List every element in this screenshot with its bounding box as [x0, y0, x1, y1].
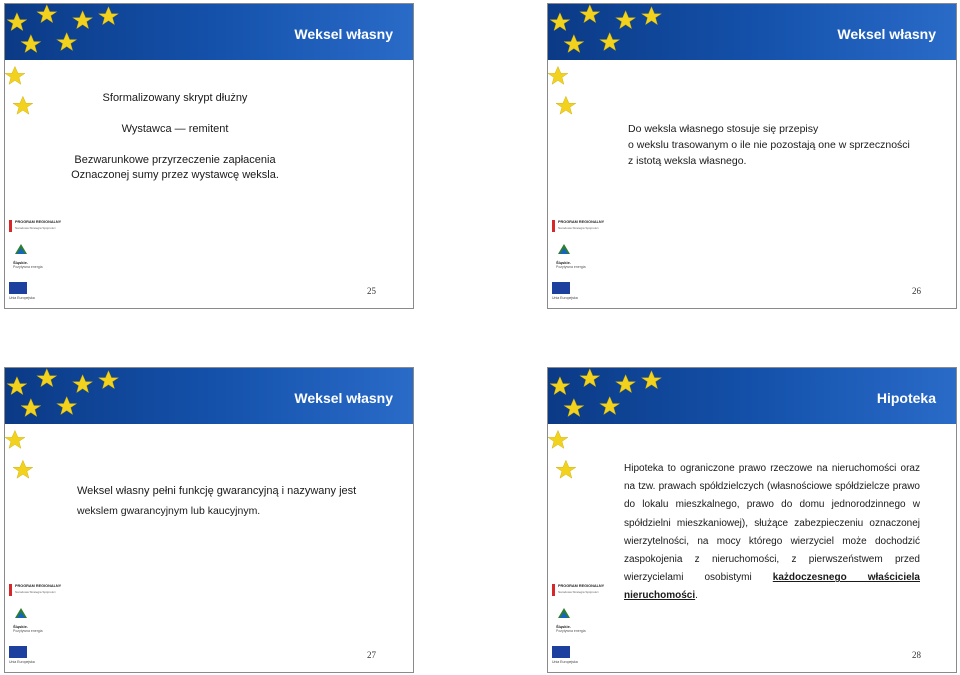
- slide-title: Weksel własny: [294, 390, 393, 406]
- slide-line: Sformalizowany skrypt dłużny: [102, 92, 248, 104]
- slaskie-logo: Śląskie. Pozytywna energia: [556, 242, 572, 263]
- page-number: 26: [912, 286, 921, 296]
- sponsor-logos: PROGRAM REGIONALNY Narodowa Strategia Spójności Śląskie. Pozytywna energia Unia Europejska: [9, 220, 62, 300]
- definition-text: Hipoteka to ograniczone prawo rzeczowe na nieruchomości oraz na tzw. prawach spółdzielczych (własnościowe spółdzielcze prawo do lokalu mieszkalnego, prawo do domu jednorodzinnego w spółdzielni mieszkaniowej), służące zabezpieczeniu oznaczonej wierzytelności, na mocy którego wierzyciel może dochodzić zaspokojenia z nieruchomości, z pierwszeństwem przed wierzycielami osobistymi: [624, 463, 920, 584]
- slide-26: [547, 3, 957, 309]
- definition-emphasis: każdoczesnego właściciela nieruchomości: [624, 572, 920, 602]
- slaskie-emblem-icon: [13, 606, 29, 622]
- slide-line: Bezwarunkowe przyrzeczenie zapłacenia: [74, 154, 276, 166]
- eu-flag-icon: [9, 646, 27, 658]
- slide-line: wekslem gwarancyjnym lub kaucyjnym.: [77, 505, 261, 517]
- slide-line: z istotą weksla własnego.: [628, 155, 747, 167]
- slide-25: [4, 3, 414, 309]
- hipoteka-definition: [624, 460, 920, 606]
- slide-line: o wekslu trasowanym o ile nie pozostają one w sprzeczności: [628, 139, 910, 151]
- eu-flag-icon: [552, 282, 570, 294]
- slide-27: [4, 367, 414, 673]
- slaskie-emblem-icon: [556, 606, 572, 622]
- slaskie-logo: Śląskie. Pozytywna energia: [556, 606, 572, 627]
- slide-line: Do weksla własnego stosuje się przepisy: [628, 123, 819, 135]
- slaskie-logo: Śląskie. Pozytywna energia: [13, 242, 29, 263]
- eu-flag-icon: [552, 646, 570, 658]
- slide-header: [5, 368, 413, 424]
- slide-title: Weksel własny: [837, 26, 936, 42]
- slide-header: [548, 4, 956, 60]
- slide-header: [548, 368, 956, 424]
- page-number: 28: [912, 650, 921, 660]
- slaskie-emblem-icon: [556, 242, 572, 258]
- sponsor-logos: PROGRAM REGIONALNY Narodowa Strategia Spójności Śląskie. Pozytywna energia Unia Europejska: [9, 584, 62, 664]
- slide-28: [547, 367, 957, 673]
- slide-line: Weksel własny pełni funkcję gwarancyjną i nazywany jest: [77, 485, 357, 497]
- page-number: 27: [367, 650, 376, 660]
- slaskie-logo: Śląskie. Pozytywna energia: [13, 606, 29, 627]
- slide-title: Weksel własny: [294, 26, 393, 42]
- slide-header: [5, 4, 413, 60]
- sponsor-logos: PROGRAM REGIONALNY Narodowa Strategia Spójności Śląskie. Pozytywna energia Unia Europejska: [552, 220, 605, 300]
- definition-end: .: [695, 590, 698, 602]
- page-number: 25: [367, 286, 376, 296]
- sponsor-logos: PROGRAM REGIONALNY Narodowa Strategia Spójności Śląskie. Pozytywna energia Unia Europejska: [552, 584, 605, 664]
- slide-title: Hipoteka: [876, 390, 936, 406]
- slide-line: Oznaczonej sumy przez wystawcę weksla.: [71, 169, 279, 181]
- slaskie-emblem-icon: [13, 242, 29, 258]
- slide-line: Wystawca — remitent: [121, 123, 229, 135]
- eu-flag-icon: [9, 282, 27, 294]
